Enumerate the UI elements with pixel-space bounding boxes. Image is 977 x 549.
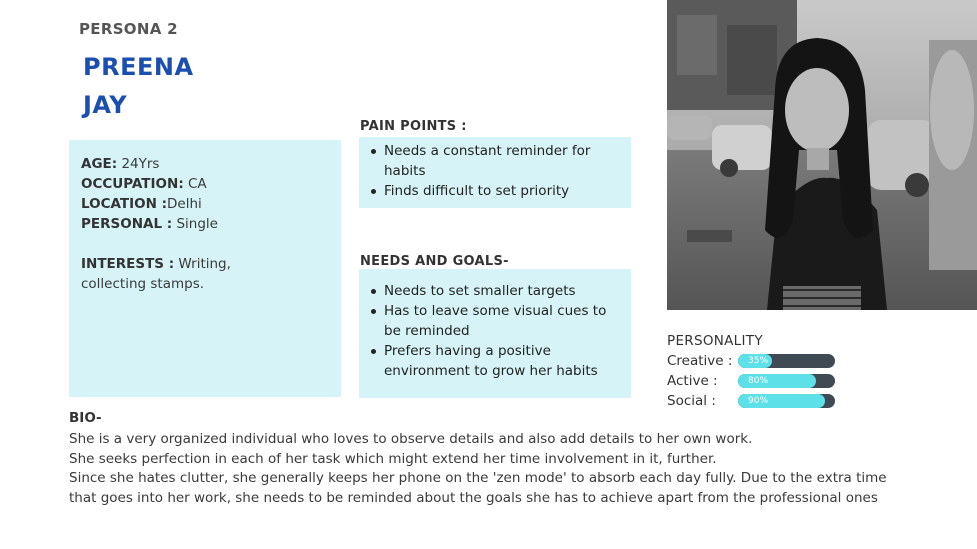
- trait-bar-track: [738, 354, 835, 368]
- bio-title: BIO-: [69, 410, 102, 426]
- trait-bar-track: [738, 374, 835, 388]
- interests-row: [81, 254, 329, 274]
- trait-percent: 90%: [748, 396, 769, 406]
- persona-first-name: PREENA: [83, 53, 194, 81]
- trait-label: Active :: [667, 373, 718, 389]
- portrait-image: [667, 0, 977, 310]
- list-item: Needs to set smaller targets: [369, 281, 625, 301]
- trait-bar-track: [738, 394, 835, 408]
- personal-row: [81, 214, 329, 234]
- bio-line: She seeks perfection in each of her task which might extend her time involvement in it, further.: [69, 450, 717, 467]
- bio-line: She is a very organized individual who loves to observe details and also add details to her own work.: [69, 431, 753, 447]
- demographics-box: [69, 140, 341, 397]
- trait-creative: [667, 352, 847, 370]
- location-row: [81, 194, 329, 214]
- location-value: Delhi: [167, 196, 202, 212]
- needs-goals-title: NEEDS AND GOALS-: [360, 254, 509, 269]
- trait-label: Social :: [667, 393, 716, 409]
- location-label: LOCATION :: [81, 196, 168, 212]
- age-label: AGE:: [81, 156, 118, 172]
- bio-line: Since she hates clutter, she generally keeps her phone on the 'zen mode' to absorb each day fully. Due to the extra time: [69, 470, 887, 486]
- needs-goals-box: [359, 269, 631, 398]
- pain-points-title: PAIN POINTS :: [360, 119, 467, 134]
- age-row: [81, 154, 329, 174]
- trait-percent: 35%: [748, 356, 769, 366]
- list-item: Has to leave some visual cues to be reminded: [369, 301, 625, 341]
- personal-label: PERSONAL :: [81, 216, 173, 232]
- pain-points-box: [359, 137, 631, 208]
- persona-photo: [667, 0, 977, 310]
- occupation-label: OCCUPATION:: [81, 176, 184, 192]
- personality-title: PERSONALITY: [667, 333, 763, 349]
- trait-active: [667, 372, 847, 390]
- trait-social: [667, 392, 847, 410]
- persona-last-name: JAY: [83, 91, 128, 119]
- bio-text: [69, 430, 969, 508]
- bio-line: that goes into her work, she needs to be reminded about the goals she has to achieve apart from the professional ones: [69, 489, 878, 506]
- list-item: Prefers having a positive environment to grow her habits: [369, 341, 625, 381]
- interests-label: INTERESTS :: [81, 256, 175, 272]
- interests-value: Writing,: [174, 256, 231, 272]
- list-item: Needs a constant reminder for habits: [369, 141, 625, 181]
- interests-continued: collecting stamps.: [81, 276, 205, 292]
- age-value: 24Yrs: [117, 156, 160, 172]
- personal-value: Single: [172, 216, 218, 232]
- list-item: Finds difficult to set priority: [369, 181, 625, 201]
- persona-label: PERSONA 2: [79, 20, 178, 38]
- trait-percent: 80%: [748, 376, 769, 386]
- trait-label: Creative :: [667, 353, 733, 369]
- occupation-value: CA: [183, 176, 207, 192]
- occupation-row: [81, 174, 329, 194]
